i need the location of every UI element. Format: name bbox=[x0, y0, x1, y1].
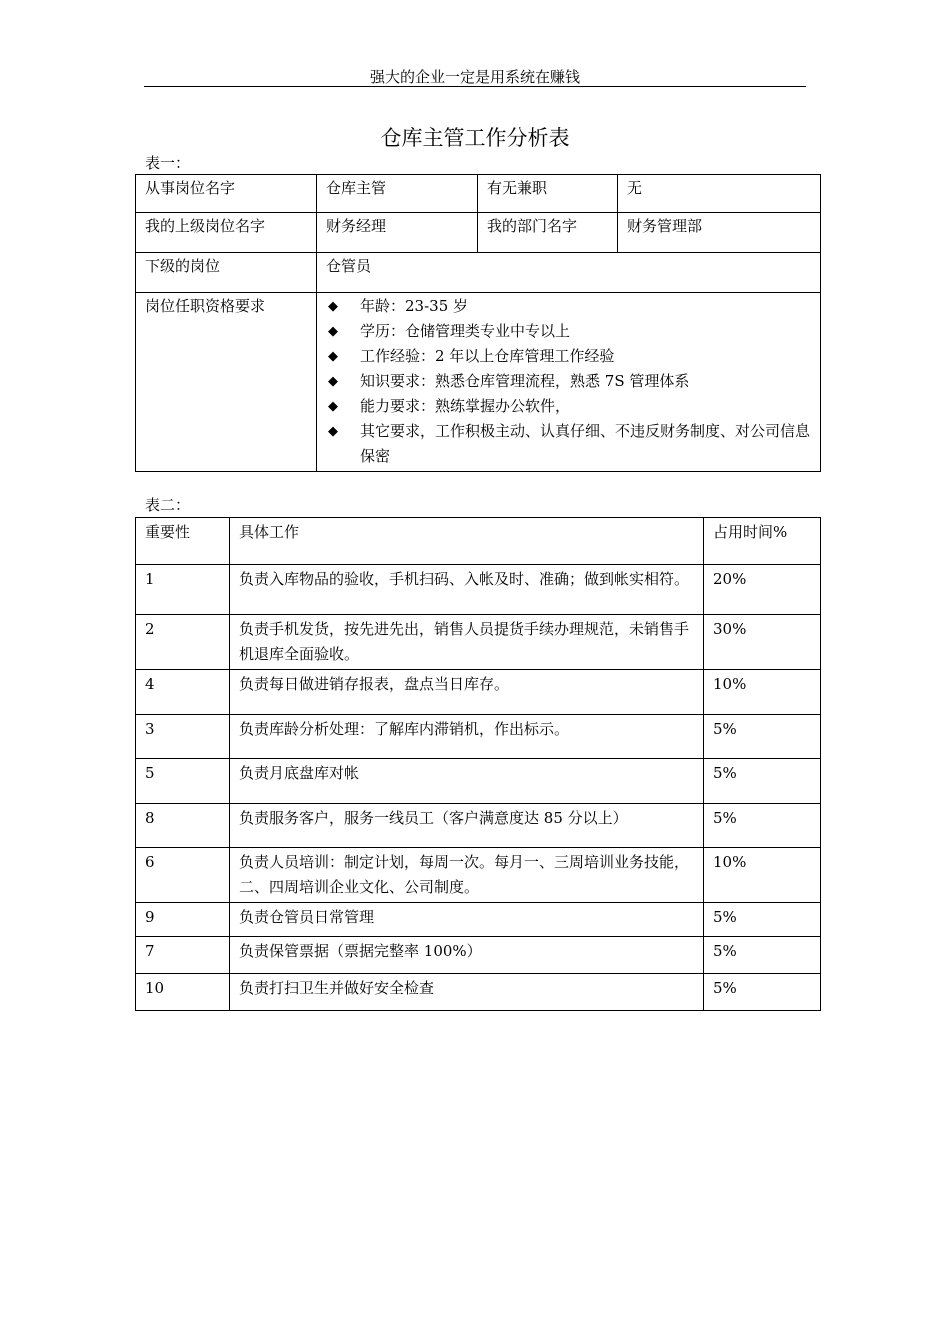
concurrent-value: 无 bbox=[618, 175, 821, 213]
list-item: ◆ 知识要求：熟悉仓库管理流程，熟悉 7S 管理体系 bbox=[326, 369, 812, 394]
time-cell: 10% bbox=[704, 670, 821, 715]
diamond-bullet-icon: ◆ bbox=[328, 349, 338, 364]
list-item: ◆ 年龄：23-35 岁 bbox=[326, 294, 812, 319]
diamond-bullet-icon: ◆ bbox=[328, 399, 338, 414]
time-cell: 5% bbox=[704, 937, 821, 974]
time-cell: 30% bbox=[704, 615, 821, 670]
subordinate-value: 仓管员 bbox=[317, 253, 821, 293]
work-analysis-table bbox=[135, 517, 821, 1011]
diamond-bullet-icon: ◆ bbox=[328, 324, 338, 339]
superior-label: 我的上级岗位名字 bbox=[136, 213, 317, 253]
importance-cell: 3 bbox=[136, 715, 230, 759]
table2-caption: 表二： bbox=[145, 496, 191, 514]
work-cell: 负责仓管员日常管理 bbox=[230, 903, 704, 937]
table-row bbox=[136, 293, 821, 472]
page-header-slogan: 强大的企业一定是用系统在赚钱 bbox=[369, 68, 580, 86]
table-row bbox=[136, 175, 821, 213]
table-row bbox=[136, 670, 821, 715]
requirements-list bbox=[326, 294, 812, 469]
table-header-row bbox=[136, 518, 821, 565]
importance-cell: 4 bbox=[136, 670, 230, 715]
time-cell: 10% bbox=[704, 848, 821, 903]
time-cell: 5% bbox=[704, 804, 821, 848]
importance-cell: 2 bbox=[136, 615, 230, 670]
concurrent-label: 有无兼职 bbox=[478, 175, 618, 213]
diamond-bullet-icon: ◆ bbox=[328, 374, 338, 389]
table-row bbox=[136, 615, 821, 670]
work-cell: 负责打扫卫生并做好安全检查 bbox=[230, 974, 704, 1011]
work-cell: 负责库龄分析处理：了解库内滞销机，作出标示。 bbox=[230, 715, 704, 759]
importance-cell: 8 bbox=[136, 804, 230, 848]
list-item: ◆ 能力要求：熟练掌握办公软件， bbox=[326, 394, 812, 419]
work-cell: 负责服务客户，服务一线员工（客户满意度达 85 分以上） bbox=[230, 804, 704, 848]
work-cell: 负责月底盘库对帐 bbox=[230, 759, 704, 804]
time-cell: 5% bbox=[704, 759, 821, 804]
column-header-time: 占用时间% bbox=[704, 518, 821, 565]
list-item: ◆ 工作经验：2 年以上仓库管理工作经验 bbox=[326, 344, 812, 369]
time-cell: 5% bbox=[704, 974, 821, 1011]
importance-cell: 5 bbox=[136, 759, 230, 804]
importance-cell: 9 bbox=[136, 903, 230, 937]
table1-caption: 表一： bbox=[145, 154, 191, 172]
column-header-importance: 重要性 bbox=[136, 518, 230, 565]
table-row bbox=[136, 759, 821, 804]
work-cell: 负责入库物品的验收，手机扫码、入帐及时、准确；做到帐实相符。 bbox=[230, 565, 704, 615]
table-row bbox=[136, 974, 821, 1011]
table-row bbox=[136, 715, 821, 759]
table-row bbox=[136, 937, 821, 974]
table-row bbox=[136, 848, 821, 903]
requirements-cell bbox=[317, 293, 821, 472]
work-cell: 负责手机发货，按先进先出，销售人员提货手续办理规范，未销售手机退库全面验收。 bbox=[230, 615, 704, 670]
importance-cell: 7 bbox=[136, 937, 230, 974]
table-row bbox=[136, 903, 821, 937]
time-cell: 5% bbox=[704, 903, 821, 937]
work-cell: 负责人员培训：制定计划，每周一次。每月一、三周培训业务技能，二、四周培训企业文化、公司制度。 bbox=[230, 848, 704, 903]
header-divider bbox=[144, 86, 806, 87]
position-label: 从事岗位名字 bbox=[136, 175, 317, 213]
work-cell: 负责保管票据（票据完整率 100%） bbox=[230, 937, 704, 974]
work-cell: 负责每日做进销存报表，盘点当日库存。 bbox=[230, 670, 704, 715]
table-row bbox=[136, 213, 821, 253]
document-title: 仓库主管工作分析表 bbox=[380, 126, 570, 150]
requirements-label: 岗位任职资格要求 bbox=[136, 293, 317, 472]
column-header-work: 具体工作 bbox=[230, 518, 704, 565]
diamond-bullet-icon: ◆ bbox=[328, 424, 338, 439]
superior-value: 财务经理 bbox=[317, 213, 478, 253]
department-label: 我的部门名字 bbox=[478, 213, 618, 253]
table-row bbox=[136, 565, 821, 615]
importance-cell: 10 bbox=[136, 974, 230, 1011]
diamond-bullet-icon: ◆ bbox=[328, 299, 338, 314]
time-cell: 20% bbox=[704, 565, 821, 615]
job-info-table bbox=[135, 174, 821, 472]
list-item: ◆ 学历：仓储管理类专业中专以上 bbox=[326, 319, 812, 344]
position-value: 仓库主管 bbox=[317, 175, 478, 213]
subordinate-label: 下级的岗位 bbox=[136, 253, 317, 293]
table-row bbox=[136, 253, 821, 293]
department-value: 财务管理部 bbox=[618, 213, 821, 253]
list-item: ◆ 其它要求，工作积极主动、认真仔细、不违反财务制度、对公司信息保密 bbox=[326, 419, 812, 469]
importance-cell: 6 bbox=[136, 848, 230, 903]
time-cell: 5% bbox=[704, 715, 821, 759]
importance-cell: 1 bbox=[136, 565, 230, 615]
table-row bbox=[136, 804, 821, 848]
